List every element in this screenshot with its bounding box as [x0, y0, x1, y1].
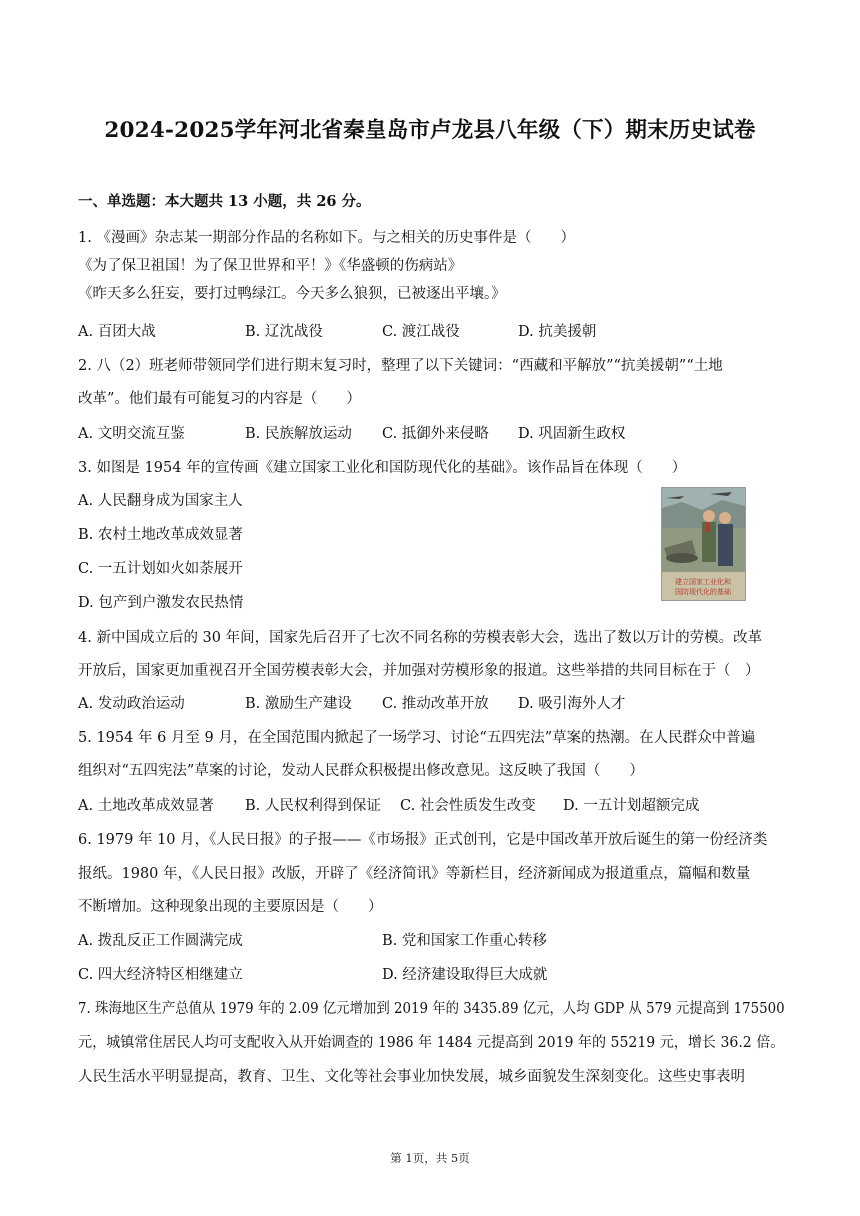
question-4-option-d[interactable]: D. 吸引海外人才 [518, 696, 626, 712]
question-5-option-c[interactable]: C. 社会性质发生改变 [400, 798, 536, 814]
question-6-stem-line-1: 6. 1979 年 10 月，《人民日报》的子报——《市场报》正式创刊，它是中国改革开放后诞生的第一份经济类 [78, 832, 768, 848]
question-2-option-b[interactable]: B. 民族解放运动 [245, 426, 352, 442]
question-7-stem-line-3: 人民生活水平明显提高，教育、卫生、文化等社会事业加快发展，城乡面貌发生深刻变化。这些史事表明 [78, 1069, 745, 1085]
question-5-option-b[interactable]: B. 人民权利得到保证 [245, 798, 381, 814]
question-6-option-a[interactable]: A. 拨乱反正工作圆满完成 [78, 933, 243, 949]
question-1-stem: 1. 《漫画》杂志某一期部分作品的名称如下。与之相关的历史事件是（ ） [78, 230, 575, 246]
question-5-stem-line-1: 5. 1954 年 6 月至 9 月，在全国范围内掀起了一场学习、讨论“五四宪法”草案的热潮。在人民群众中普遍 [78, 730, 756, 746]
question-5-option-a[interactable]: A. 土地改革成效显著 [78, 798, 214, 814]
question-3-option-d[interactable]: D. 包产到户激发农民热情 [78, 595, 244, 611]
poster-caption-line-1: 建立国家工业化和 [675, 578, 731, 586]
question-4-stem-line-1: 4. 新中国成立后的 30 年间，国家先后召开了七次不同名称的劳模表彰大会，选出了数以万计的劳模。改革 [78, 630, 763, 646]
question-4-stem-line-2: 开放后，国家更加重视召开全国劳模表彰大会，并加强对劳模形象的报道。这些举措的共同目标在于（ ） [78, 663, 760, 679]
question-3-option-c[interactable]: C. 一五计划如火如荼展开 [78, 561, 243, 577]
question-6-option-b[interactable]: B. 党和国家工作重心转移 [382, 933, 547, 949]
question-4-option-c[interactable]: C. 推动改革开放 [382, 696, 489, 712]
question-7-stem-line-1: 7. 珠海地区生产总值从 1979 年的 2.09 亿元增加到 2019 年的 3435.89 亿元，人均 GDP 从 579 元提高到 175500 [78, 1001, 785, 1017]
question-7-stem-line-2: 元，城镇常住居民人均可支配收入从开始调查的 1986 年 1484 元提高到 2019 年的 55219 元，增长 36.2 倍。 [78, 1035, 785, 1051]
question-2-option-d[interactable]: D. 巩固新生政权 [518, 426, 626, 442]
question-1-option-c[interactable]: C. 渡江战役 [382, 324, 460, 340]
question-4-option-a[interactable]: A. 发动政治运动 [78, 696, 185, 712]
exam-title: 2024-2025学年河北省秦皇岛市卢龙县八年级（下）期末历史试卷 [104, 118, 756, 143]
question-1-option-a[interactable]: A. 百团大战 [78, 324, 156, 340]
page-footer: 第 1页，共 5页 [390, 1151, 470, 1165]
question-2-option-a[interactable]: A. 文明交流互鉴 [78, 426, 185, 442]
propaganda-poster-image [661, 487, 746, 601]
question-3-stem: 3. 如图是 1954 年的宣传画《建立国家工业化和国防现代化的基础》。该作品旨在体现（ ） [78, 460, 687, 476]
question-1-quote-2: 《昨天多么狂妄，要打过鸭绿江。今天多么狼狈，已被逐出平壤。》 [78, 286, 506, 302]
question-1-option-b[interactable]: B. 辽沈战役 [245, 324, 323, 340]
question-1-option-d[interactable]: D. 抗美援朝 [518, 324, 597, 340]
question-6-stem-line-3: 不断增加。这种现象出现的主要原因是（ ） [78, 899, 383, 915]
question-2-stem-line-1: 2. 八（2）班老师带领同学们进行期末复习时，整理了以下关键词：“西藏和平解放”“抗美援朝”“土地 [78, 358, 723, 374]
question-5-option-d[interactable]: D. 一五计划超额完成 [563, 798, 700, 814]
question-2-stem-line-2: 改革”。他们最有可能复习的内容是（ ） [78, 391, 361, 407]
question-1-quote-1: 《为了保卫祖国！为了保卫世界和平！》《华盛顿的伤病站》 [78, 258, 463, 274]
section-heading: 一、单选题：本大题共 13 小题，共 26 分。 [78, 193, 371, 210]
question-4-option-b[interactable]: B. 激励生产建设 [245, 696, 352, 712]
question-3-option-a[interactable]: A. 人民翻身成为国家主人 [78, 493, 243, 509]
poster-caption-line-2: 国防现代化的基础 [675, 588, 731, 596]
question-6-option-c[interactable]: C. 四大经济特区相继建立 [78, 967, 243, 983]
question-5-stem-line-2: 组织对“五四宪法”草案的讨论，发动人民群众积极提出修改意见。这反映了我国（ ） [78, 763, 644, 779]
question-6-option-d[interactable]: D. 经济建设取得巨大成就 [382, 967, 548, 983]
question-2-option-c[interactable]: C. 抵御外来侵略 [382, 426, 489, 442]
question-6-stem-line-2: 报纸。1980 年，《人民日报》改版，开辟了《经济简讯》等新栏目，经济新闻成为报道重点，篇幅和数量 [78, 866, 751, 882]
question-3-option-b[interactable]: B. 农村土地改革成效显著 [78, 527, 243, 543]
